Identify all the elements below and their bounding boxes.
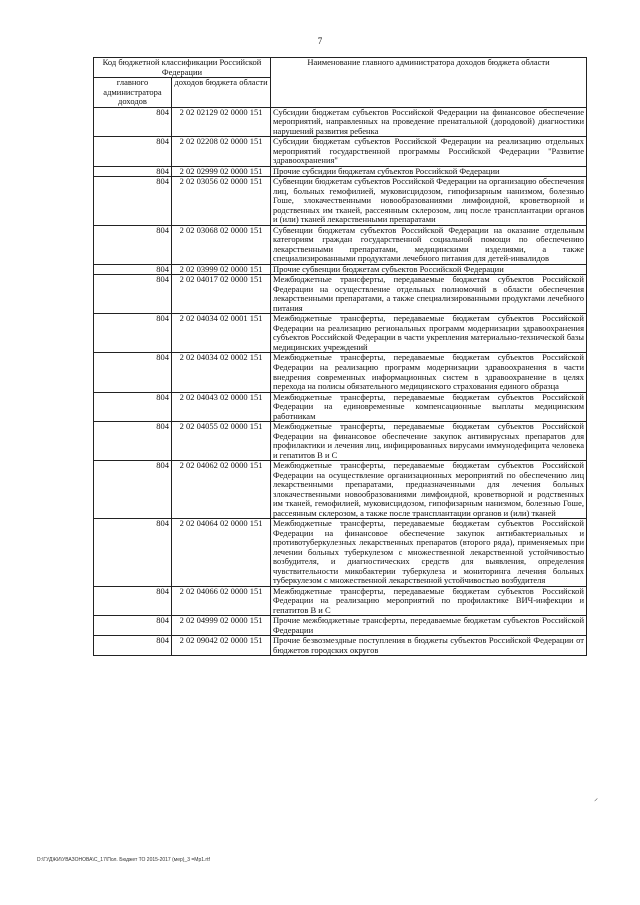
income-name-cell: Субсидии бюджетам субъектов Российской Федерации на реализацию отдельных мероприятий государственной программы Российской Федерации "Развитие здравоохранения" bbox=[271, 137, 587, 167]
table-row bbox=[94, 107, 587, 137]
income-code-cell: 2 02 04034 02 0001 151 bbox=[172, 314, 271, 353]
admin-code-cell: 804 bbox=[94, 137, 172, 167]
admin-code-cell: 804 bbox=[94, 636, 172, 656]
table-row bbox=[94, 616, 587, 636]
table-row bbox=[94, 586, 587, 616]
income-code-cell: 2 02 02208 02 0000 151 bbox=[172, 137, 271, 167]
admin-code-cell: 804 bbox=[94, 275, 172, 314]
admin-code-cell: 804 bbox=[94, 586, 172, 616]
income-code-cell: 2 02 09042 02 0000 151 bbox=[172, 636, 271, 656]
admin-code-cell: 804 bbox=[94, 461, 172, 519]
income-code-cell: 2 02 04066 02 0000 151 bbox=[172, 586, 271, 616]
admin-code-cell: 804 bbox=[94, 264, 172, 275]
admin-code-cell: 804 bbox=[94, 422, 172, 461]
income-code-cell: 2 02 03999 02 0000 151 bbox=[172, 264, 271, 275]
table-row bbox=[94, 636, 587, 656]
table-row bbox=[94, 314, 587, 353]
header-administrator-name: Наименование главного администратора доходов бюджета области bbox=[271, 58, 587, 108]
table-row bbox=[94, 225, 587, 264]
income-code-cell: 2 02 04055 02 0000 151 bbox=[172, 422, 271, 461]
income-code-cell: 2 02 02129 02 0000 151 bbox=[172, 107, 271, 137]
income-code-cell: 2 02 04017 02 0000 151 bbox=[172, 275, 271, 314]
income-name-cell: Субвенции бюджетам субъектов Российской Федерации на организацию обеспечения лиц, больных гемофилией, муковисцидозом, гипофизарным нанизмом, болезнью Гоше, злокачественными новообразованиями лимфоидной, кроветворной и родственных им тканей, рассеянным склерозом, лиц после трансплантации органов и (или) тканей лекарственными препаратами bbox=[271, 177, 587, 226]
income-name-cell: Межбюджетные трансферты, передаваемые бюджетам субъектов Российской Федерации на реализацию программ модернизации здравоохранения в части внедрения современных информационных систем в здравоохранение в целях перехода на полисы обязательного медицинского страхования единого образца bbox=[271, 353, 587, 392]
admin-code-cell: 804 bbox=[94, 353, 172, 392]
income-name-cell: Прочие субсидии бюджетам субъектов Российской Федерации bbox=[271, 166, 587, 177]
budget-classification-table bbox=[93, 57, 587, 656]
income-code-cell: 2 02 04043 02 0000 151 bbox=[172, 392, 271, 422]
income-name-cell: Прочие безвозмездные поступления в бюджеты субъектов Российской Федерации от бюджетов городских округов bbox=[271, 636, 587, 656]
table-row bbox=[94, 353, 587, 392]
income-code-cell: 2 02 02999 02 0000 151 bbox=[172, 166, 271, 177]
admin-code-cell: 804 bbox=[94, 177, 172, 226]
income-name-cell: Межбюджетные трансферты, передаваемые бюджетам субъектов Российской Федерации на осуществление отдельных полномочий в области обеспечения лекарственными препаратами, а также специализированными продуктами лечебного питания bbox=[271, 275, 587, 314]
margin-mark: ⸍ bbox=[594, 797, 598, 806]
income-name-cell: Межбюджетные трансферты, передаваемые бюджетам субъектов Российской Федерации на финансовое обеспечение закупок антивирусных препаратов для профилактики и лечения лиц, инфицированных вирусами иммунодефицита человека и гепатитов В и С bbox=[271, 422, 587, 461]
admin-code-cell: 804 bbox=[94, 314, 172, 353]
income-name-cell: Прочие межбюджетные трансферты, передаваемые бюджетам субъектов Российской Федерации bbox=[271, 616, 587, 636]
table-row bbox=[94, 275, 587, 314]
header-main-administrator: главного администратора доходов bbox=[94, 78, 172, 108]
income-code-cell: 2 02 04999 02 0000 151 bbox=[172, 616, 271, 636]
admin-code-cell: 804 bbox=[94, 107, 172, 137]
table-row bbox=[94, 137, 587, 167]
table-row bbox=[94, 177, 587, 226]
income-name-cell: Межбюджетные трансферты, передаваемые бюджетам субъектов Российской Федерации на единовременные компенсационные выплаты медицинским работникам bbox=[271, 392, 587, 422]
income-name-cell: Межбюджетные трансферты, передаваемые бюджетам субъектов Российской Федерации на реализацию мероприятий по профилактике ВИЧ-инфекции и гепатитов В и С bbox=[271, 586, 587, 616]
income-code-cell: 2 02 04064 02 0000 151 bbox=[172, 519, 271, 587]
income-name-cell: Субсидии бюджетам субъектов Российской Федерации на финансовое обеспечение мероприятий, направленных на проведение пренатальной (дородовой) диагностики нарушений развития ребенка bbox=[271, 107, 587, 137]
footer-file-path: D:\ГУДЖИ\УВАЗОНОВА\С_17\Пол. Бюджет ТО 2015-2017 (мер)_3 =Мр1.rtf bbox=[37, 857, 210, 863]
table-row bbox=[94, 264, 587, 275]
admin-code-cell: 804 bbox=[94, 519, 172, 587]
income-code-cell: 2 02 03056 02 0000 151 bbox=[172, 177, 271, 226]
table-row bbox=[94, 461, 587, 519]
table-row bbox=[94, 166, 587, 177]
income-name-cell: Межбюджетные трансферты, передаваемые бюджетам субъектов Российской Федерации на финансовое обеспечение закупок антибактериальных и противотуберкулезных лекарственных препаратов (второго ряда), применяемых при лечении больных туберкулезом с множественной лекарственной устойчивостью возбудителя, и диагностических средств для выявления, определения чувствительности микобактерии туберкулеза и мониторинга лечения больных туберкулезом с множественной лекарственной устойчивостью возбудителя bbox=[271, 519, 587, 587]
income-code-cell: 2 02 03068 02 0000 151 bbox=[172, 225, 271, 264]
income-code-cell: 2 02 04034 02 0002 151 bbox=[172, 353, 271, 392]
admin-code-cell: 804 bbox=[94, 166, 172, 177]
header-classification-code: Код бюджетной классификации Российской Федерации bbox=[94, 58, 271, 78]
income-name-cell: Прочие субвенции бюджетам субъектов Российской Федерации bbox=[271, 264, 587, 275]
income-name-cell: Межбюджетные трансферты, передаваемые бюджетам субъектов Российской Федерации на реализацию региональных программ модернизации здравоохранения субъектов Российской Федерации в части укрепления материально-технической базы медицинских учреждений bbox=[271, 314, 587, 353]
admin-code-cell: 804 bbox=[94, 616, 172, 636]
header-income-code: доходов бюджета области bbox=[172, 78, 271, 108]
income-name-cell: Субвенции бюджетам субъектов Российской Федерации на оказание отдельным категориям граждан государственной социальной помощи по обеспечению лекарственными препаратами, медицинскими изделиями, а также специализированными продуктами лечебного питания для детей-инвалидов bbox=[271, 225, 587, 264]
table-row bbox=[94, 519, 587, 587]
admin-code-cell: 804 bbox=[94, 392, 172, 422]
admin-code-cell: 804 bbox=[94, 225, 172, 264]
table-row bbox=[94, 422, 587, 461]
income-name-cell: Межбюджетные трансферты, передаваемые бюджетам субъектов Российской Федерации на осуществление организационных мероприятий по обеспечению лиц лекарственными препаратами, предназначенными для лечения больных злокачественными новообразованиями лимфоидной, кроветворной и родственных им тканей, гемофилией, муковисцидозом, гипофизарным нанизмом, болезнью Гоше, рассеянным склерозом, а также после трансплантации органов и (или) тканей bbox=[271, 461, 587, 519]
page-number: 7 bbox=[317, 36, 323, 46]
table-row bbox=[94, 392, 587, 422]
income-code-cell: 2 02 04062 02 0000 151 bbox=[172, 461, 271, 519]
